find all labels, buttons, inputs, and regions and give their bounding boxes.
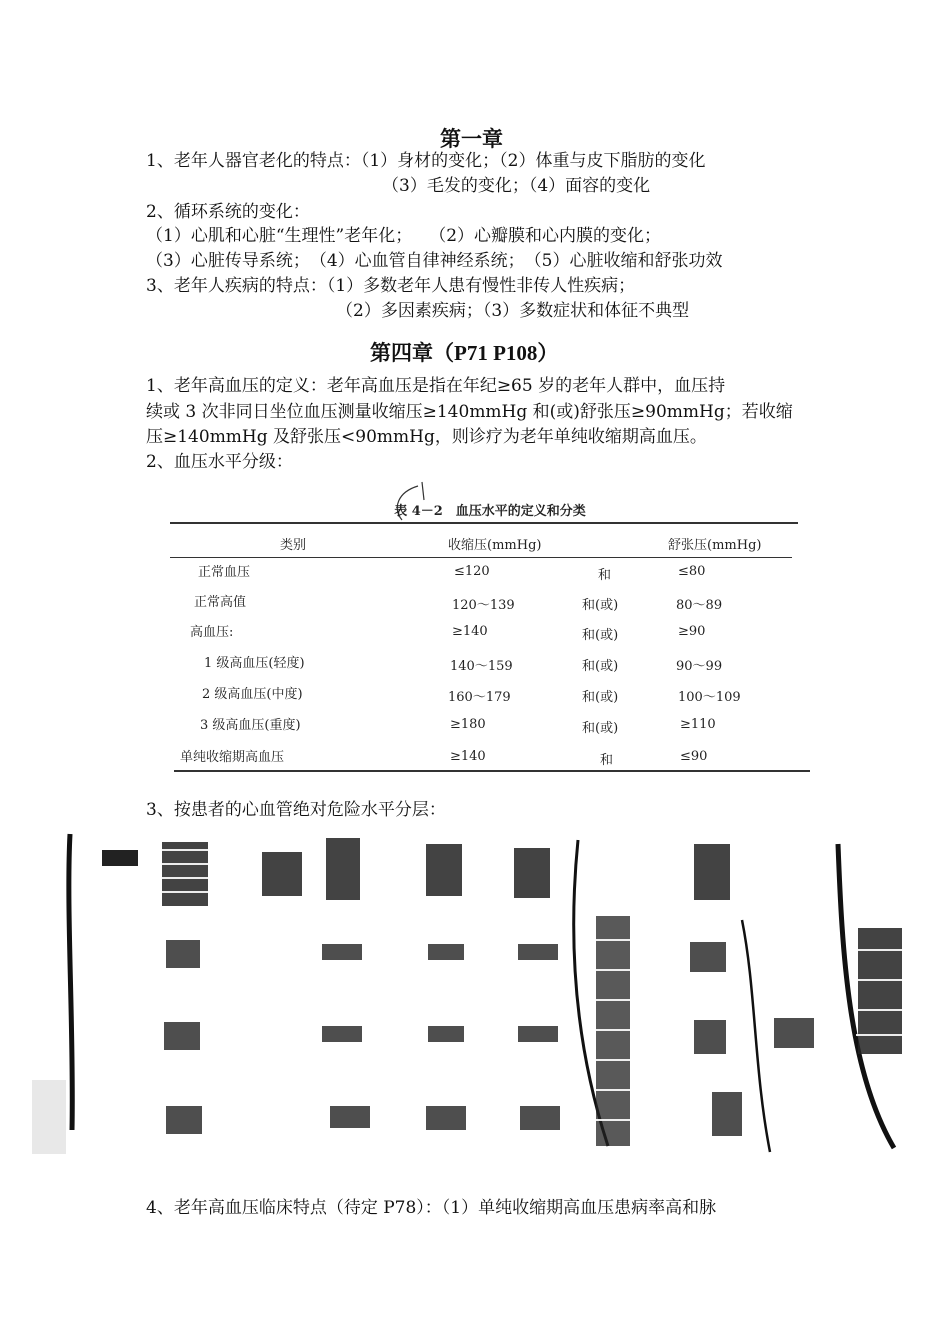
ch1-line-2: （3）毛发的变化；（4）面容的变化 (382, 176, 651, 196)
ch1-line-5: （3）心脏传导系统； （4）心血管自律神经系统； （5）心脏收缩和舒张功效 (146, 251, 723, 271)
table-cell: 140～159 (450, 659, 513, 674)
table-cell: ≥90 (678, 624, 706, 639)
table-caption: 表 4－2 血压水平的定义和分类 (394, 504, 586, 519)
table-cell: ≤90 (680, 749, 708, 764)
table-header-rule (170, 557, 792, 558)
table-cell: ≥110 (680, 717, 716, 732)
chapter-4-title: 第四章（P71 P108） (370, 341, 559, 365)
table-cell: 和 (600, 753, 614, 768)
table-cell: 100～109 (678, 690, 741, 705)
table-cell: 和 (598, 568, 612, 583)
ch1-line-3: 2、循环系统的变化： (146, 202, 310, 222)
table-cell: 正常高值 (194, 595, 247, 610)
table-cell: 2 级高血压(中度) (202, 687, 303, 702)
table-cell: ≥140 (450, 749, 486, 764)
ch1-line-1: 1、老年人器官老化的特点：（1）身材的变化；（2）体重与皮下脂肪的变化 (146, 151, 706, 171)
table-cell: 1 级高血压(轻度) (204, 656, 305, 671)
table-cell: 和(或) (582, 598, 619, 613)
header-systolic: 收缩压(mmHg) (448, 538, 542, 553)
table-cell: 90～99 (676, 659, 723, 674)
table-cell: 和(或) (582, 721, 619, 736)
ch1-line-4: （1）心肌和心脏“生理性”老年化； （2）心瓣膜和心内膜的变化； (146, 226, 662, 246)
header-diastolic: 舒张压(mmHg) (668, 538, 762, 553)
table-cell: 和(或) (582, 690, 619, 705)
table-cell: 80～89 (676, 598, 723, 613)
ch4-para-1b: 续或 3 次非同日坐位血压测量收缩压≥140mmHg 和(或)舒张压≥90mmHg；若收缩 (146, 402, 793, 422)
ch4-para-1c: 压≥140mmHg 及舒张压<90mmHg，则诊疗为老年单纯收缩期高血压。 (146, 427, 707, 447)
table-cell: 高血压: (190, 625, 234, 640)
table-cell: ≥180 (450, 717, 486, 732)
table-cell: ≤80 (678, 564, 706, 579)
table-cell: 和(或) (582, 659, 619, 674)
ch4-para-4: 4、老年高血压临床特点（待定 P78）：（1）单纯收缩期高血压患病率高和脉 (146, 1198, 717, 1218)
table-cell: 和(或) (582, 628, 619, 643)
ch1-line-7: （2）多因素疾病；（3）多数症状和体征不典型 (336, 301, 690, 321)
scan-image (30, 830, 910, 1160)
table-cell: 3 级高血压(重度) (200, 718, 301, 733)
table-cell: 120～139 (452, 598, 515, 613)
table-cell: 160～179 (448, 690, 511, 705)
header-category: 类别 (280, 538, 307, 553)
ch4-para-3: 3、按患者的心血管绝对危险水平分层： (146, 800, 446, 820)
ch4-para-1a: 1、老年高血压的定义：老年高血压是指在年纪≥65 岁的老年人群中，血压持 (146, 376, 726, 396)
risk-stratification-scan (30, 830, 910, 1160)
blood-pressure-table (170, 478, 810, 778)
table-top-rule (170, 522, 798, 524)
table-cell: 正常血压 (198, 565, 251, 580)
table-bottom-rule (174, 770, 810, 772)
ch1-line-6: 3、老年人疾病的特点：（1）多数老年人患有慢性非传人性疾病； (146, 276, 636, 296)
table-cell: ≤120 (454, 564, 490, 579)
table-cell: ≥140 (452, 624, 488, 639)
table-cell: 单纯收缩期高血压 (180, 750, 285, 765)
ch4-para-2: 2、血压水平分级： (146, 452, 293, 472)
chapter-1-title: 第一章 (440, 127, 503, 151)
